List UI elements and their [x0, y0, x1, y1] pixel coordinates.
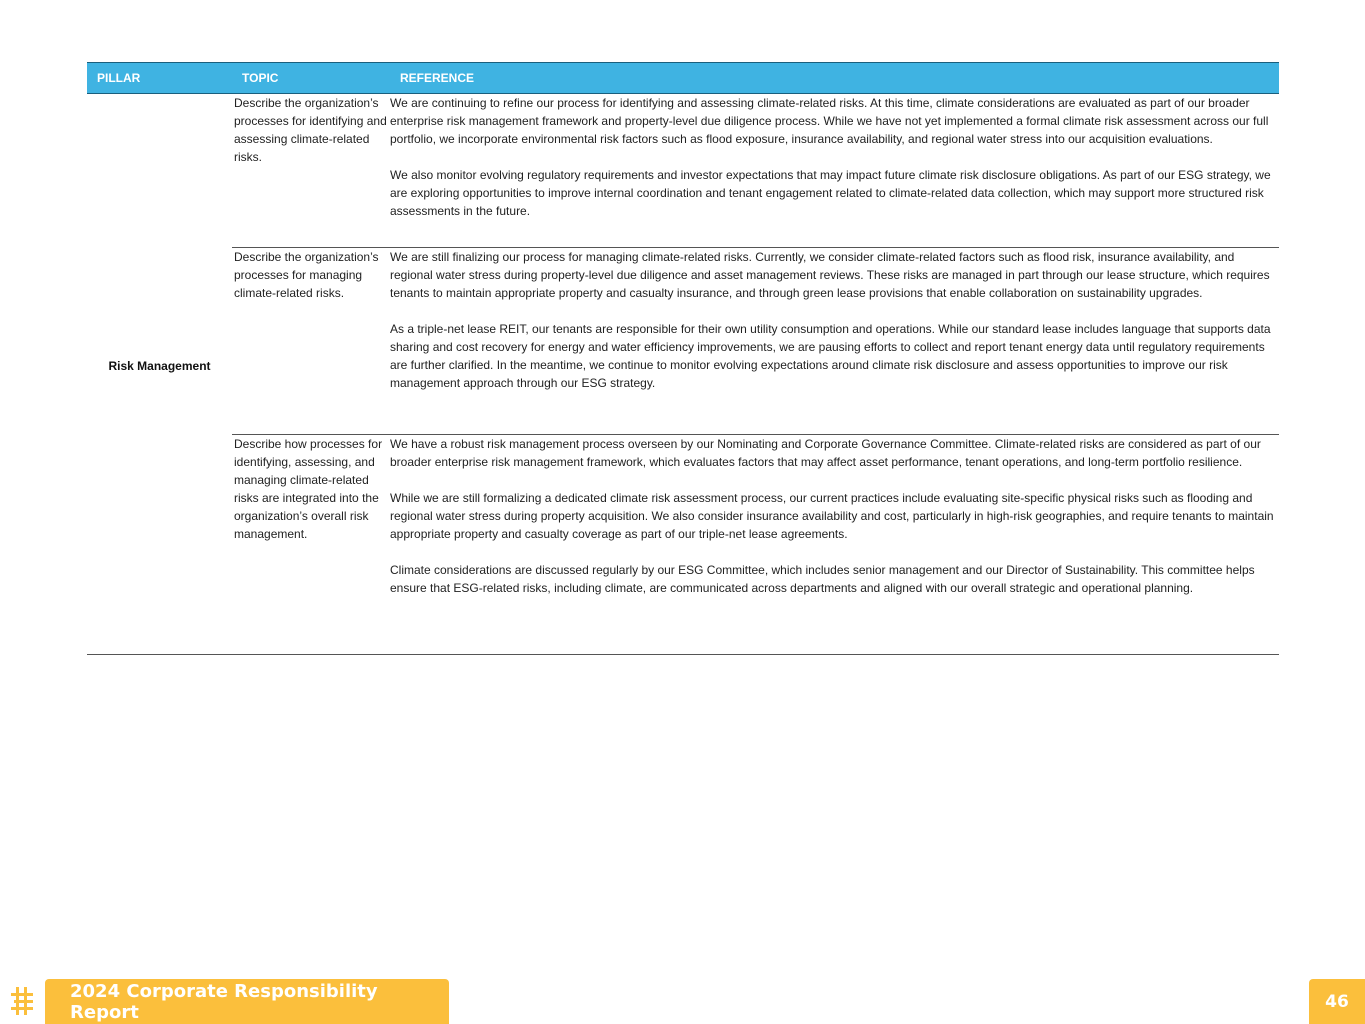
reference-paragraph: We have a robust risk management process overseen by our Nominating and Corporate Governance Committee. Climate-related risks are considered as part of our broader enterprise risk management framework, which evaluates factors that may affect asset performance, tenant operations, and long-term portfolio resilience.	[390, 437, 1261, 469]
page-number-badge	[1309, 979, 1365, 1024]
reference-paragraph: While we are still formalizing a dedicated climate risk assessment process, our current practices include evaluating site-specific physical risks such as flooding and regional water stress during property acquisition. We also consider insurance availability and cost, particularly in high-risk geographies, and require tenants to maintain appropriate property and casualty coverage as part of our triple-net lease agreements.	[390, 491, 1274, 541]
reference-paragraph: We are still finalizing our process for managing climate-related risks. Currently, we consider climate-related factors such as flood risk, insurance availability, and regional water stress during property-level due diligence and asset management reviews. These risks are managed in part through our lease structure, which requires tenants to maintain appropriate property and casualty insurance, and through green lease provisions that enable collaboration on sustainability upgrades.	[390, 250, 1270, 300]
table-body	[87, 94, 1279, 655]
header-topic: TOPIC	[242, 71, 279, 85]
footer-report-title	[45, 979, 449, 1024]
topic-cell: Describe the organization’s processes for identifying and assessing climate-related risks.	[234, 96, 387, 164]
reference-cell	[390, 435, 1279, 654]
reference-cell	[390, 248, 1279, 434]
table-header-row	[87, 62, 1279, 94]
table-row	[232, 434, 1279, 654]
reference-paragraph: Climate considerations are discussed regularly by our ESG Committee, which includes senior management and our Director of Sustainability. This committee helps ensure that ESG-related risks, including climate, are communicated across departments and aligned with our overall strategic and operational planning.	[390, 563, 1255, 595]
reference-paragraph: We are continuing to refine our process for identifying and assessing climate-related risks. At this time, climate considerations are evaluated as part of our broader enterprise risk management framework and property-level due diligence process. While we have not yet implemented a formal climate risk assessment across our full portfolio, we incorporate environmental risk factors such as flood exposure, insurance availability, and regional water stress into our acquisition evaluations.	[390, 96, 1269, 146]
page-number: 46	[1325, 991, 1349, 1012]
reference-paragraph: We also monitor evolving regulatory requirements and investor expectations that may impact future climate risk disclosure obligations. As part of our ESG strategy, we are exploring opportunities to improve internal coordination and tenant engagement related to climate-related data collection, which may support more structured risk assessments in the future.	[390, 168, 1271, 218]
table-row	[232, 94, 1279, 247]
header-reference: REFERENCE	[400, 71, 475, 85]
topic-cell: Describe how processes for identifying, assessing, and managing climate-related risks are integrated into the organization’s overall risk management.	[234, 437, 383, 541]
tcfd-table	[87, 62, 1279, 655]
reference-cell	[390, 94, 1279, 247]
header-pillar: PILLAR	[97, 71, 141, 85]
topic-cell: Describe the organization’s processes for managing climate-related risks.	[234, 250, 379, 300]
report-title-text: 2024 Corporate Responsibility Report	[70, 980, 378, 1023]
topic-rows	[232, 94, 1279, 654]
table-row	[232, 247, 1279, 434]
reference-paragraph: As a triple-net lease REIT, our tenants are responsible for their own utility consumption and operations. While our standard lease includes language that supports data sharing and cost recovery for energy and water efficiency improvements, we are pausing efforts to collect and report tenant energy data until regulatory requirements are further clarified. In the meantime, we continue to monitor evolving expectations around climate risk disclosure and assess opportunities to improve our risk management approach through our ESG strategy.	[390, 322, 1271, 390]
company-logo-icon	[11, 987, 33, 1015]
pillar-cell: Risk Management	[108, 359, 211, 373]
